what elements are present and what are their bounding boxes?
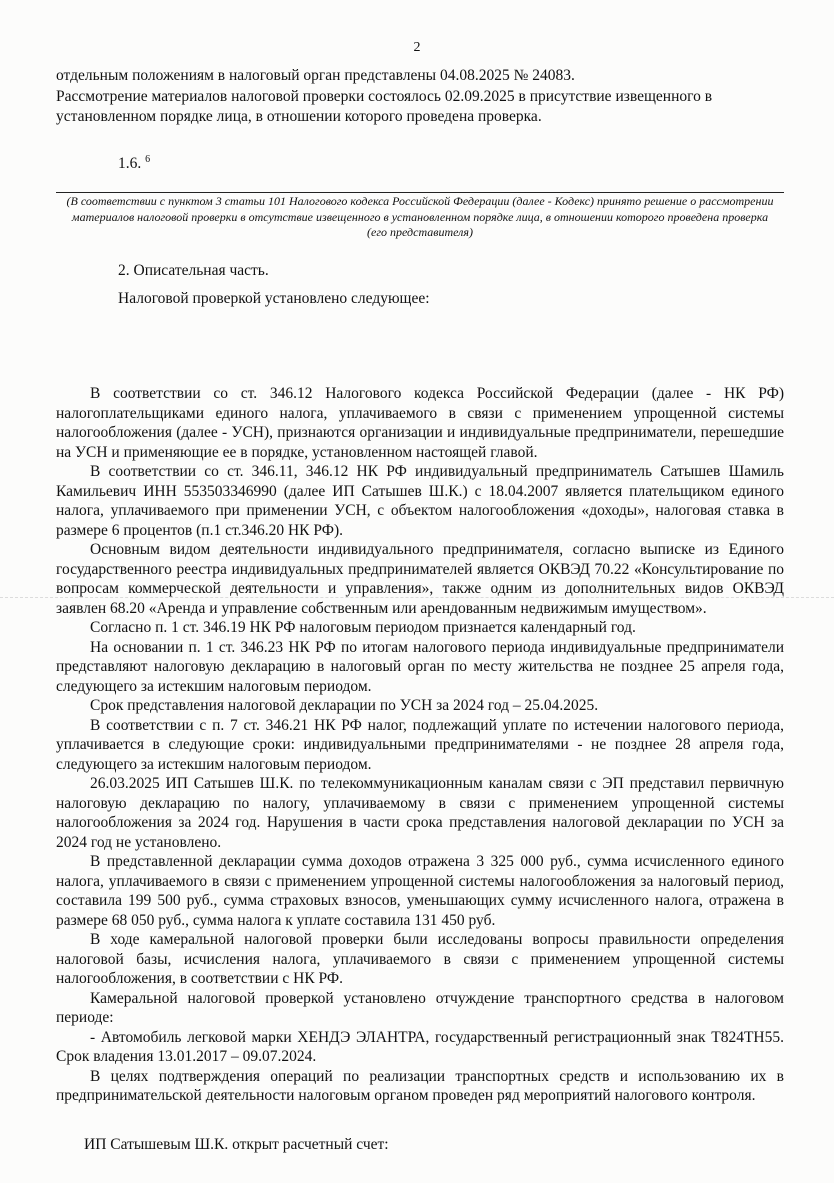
item-number — [118, 154, 150, 173]
body-paragraph: Основным видом деятельности индивидуального предпринимателя, согласно выписке из Единого государственного реестра индивидуальных предпринимателей является ОКВЭД 70.22 «Консультирование по вопросам коммерческой деятельности и управления», также одним из дополнительных видов ОКВЭД заявлен 68.20 «Аренда и управление собственным или арендованным недвижимым имуществом». — [56, 541, 784, 617]
intro-block — [56, 66, 784, 128]
body-paragraph: В представленной декларации сумма доходов отражена 3 325 000 руб., сумма исчисленного единого налога, уплачиваемого в связи с применением упрощенной системы налогообложения за налоговый период, составила 199 500 руб., сумма страховых взносов, уменьшающих сумму исчисленного налога, отражена в размере 68 050 руб., сумма налога к уплате составила 131 450 руб. — [56, 853, 784, 929]
body-paragraph: В соответствии с п. 7 ст. 346.21 НК РФ налог, подлежащий уплате по истечении налогового периода, уплачивается в следующие сроки: индивидуальными предпринимателями - не позднее 28 апреля года, следующего за истекшим налоговым периодом. — [56, 716, 784, 773]
body-paragraph: Камеральной налоговой проверкой установлено отчуждение транспортного средства в налоговом периоде: — [56, 989, 784, 1026]
page-number: 2 — [413, 40, 421, 55]
body-paragraph: - Автомобиль легковой марки ХЕНДЭ ЭЛАНТРА, государственный регистрационный знак Т824ТН55. Срок владения 13.01.2017 – 09.07.2024. — [56, 1028, 784, 1065]
body-paragraph: В целях подтверждения операций по реализации транспортных средств и использованию их в предпринимательской деятельности налоговым органом проведен ряд мероприятий налогового контроля. — [56, 1067, 784, 1104]
intro-line: установленном порядке лица, в отношении которого проведена проверка. — [56, 108, 542, 125]
body-paragraph: В соответствии со ст. 346.11, 346.12 НК РФ индивидуальный предприниматель Сатышев Шамиль Камильевич ИНН 553503346990 (далее ИП Сатышев Ш.К.) с 18.04.2007 является плательщиком единого налога, уплачиваемого при применении УСН, с объектом налогообложения «доходы», налоговая ставка в размере 6 процентов (п.1 ст.346.20 НК РФ). — [56, 463, 784, 539]
closing-line: ИП Сатышевым Ш.К. открыт расчетный счет: — [84, 1136, 389, 1153]
section-heading: 2. Описательная часть. — [118, 262, 269, 279]
body-paragraph: 26.03.2025 ИП Сатышев Ш.К. по телекоммуникационным каналам связи с ЭП представил первичную налоговую декларацию по налогу, уплачиваемому в связи с применением упрощенной системы налогообложения за 2024 год. Нарушения в части срока представления налоговой декларации по УСН за 2024 год не установлено. — [56, 775, 784, 851]
body-paragraph: В соответствии со ст. 346.12 Налогового кодекса Российской Федерации (далее - НК РФ) налогоплательщиками единого налога, уплачиваемого в связи с применением упрощенной системы налогообложения (далее - УСН), признаются организации и индивидуальные предприниматели, перешедшие на УСН и применяющие ее в порядке, установленном настоящей главой. — [56, 385, 784, 461]
intro-line: Рассмотрение материалов налоговой проверки состоялось 02.09.2025 в присутствие извещенного в — [56, 87, 713, 105]
document-body — [56, 384, 784, 1106]
body-paragraph: Согласно п. 1 ст. 346.19 НК РФ налоговым периодом признается календарный год. — [90, 619, 636, 636]
intro-line: отдельным положениям в налоговый орган представлены 04.08.2025 № 24083. — [56, 67, 575, 84]
legal-footnote-text: (В соответствии с пунктом 3 статьи 101 Налогового кодекса Российской Федерации (далее - Кодекс) принято решение о рассмотрении материалов налоговой проверки в отсутствие извещенного в установленном порядке лица, в отношении которого проведена проверка (его представителя) — [66, 194, 774, 239]
form-underline — [56, 192, 784, 193]
item-label: 1.6. — [118, 155, 142, 173]
section-lead: Налоговой проверкой установлено следующее: — [118, 290, 430, 307]
body-paragraph: На основании п. 1 ст. 346.23 НК РФ по итогам налогового периода индивидуальные предприниматели представляют налоговую декларацию в налоговый орган по месту жительства не позднее 25 апреля года, следующего за истекшим налоговым периодом. — [56, 638, 784, 695]
footnote-marker: 6 — [145, 154, 151, 165]
body-paragraph: В ходе камеральной налоговой проверки были исследованы вопросы правильности определения налоговой базы, исчисления налога, уплачиваемого в связи с применением упрощенной системы налогообложения, в соответствии с НК РФ. — [56, 931, 784, 987]
body-paragraph: Срок представления налоговой декларации по УСН за 2024 год – 25.04.2025. — [90, 697, 599, 714]
